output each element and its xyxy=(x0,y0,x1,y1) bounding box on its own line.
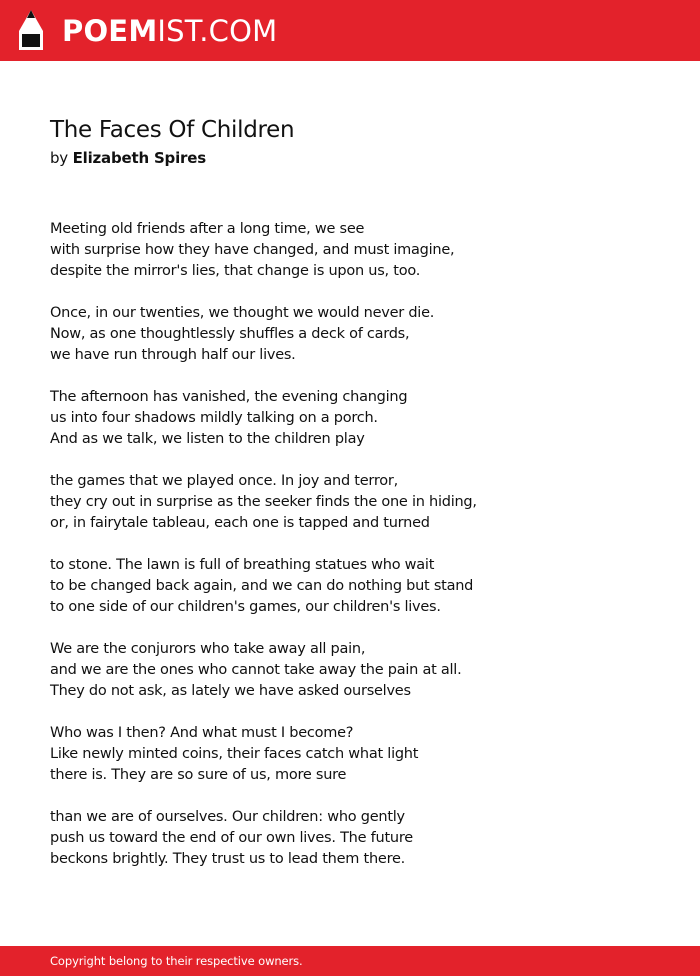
poem-line: than we are of ourselves. Our children: who gently xyxy=(50,809,405,825)
poem-line: beckons brightly. They trust us to lead them there. xyxy=(50,851,405,867)
stanza xyxy=(50,723,650,786)
copyright-text: Copyright belong to their respective owners. xyxy=(50,954,303,968)
pencil-logo-icon[interactable] xyxy=(18,9,44,51)
logo-light-text: IST.COM xyxy=(157,14,278,48)
poem-title: The Faces Of Children xyxy=(50,117,295,143)
poem-line: with surprise how they have changed, and must imagine, xyxy=(50,242,455,258)
stanza xyxy=(50,471,650,534)
poem-line: despite the mirror's lies, that change is upon us, too. xyxy=(50,263,421,279)
poem-line: Like newly minted coins, their faces catch what light xyxy=(50,746,419,762)
poem-line: Once, in our twenties, we thought we would never die. xyxy=(50,305,435,321)
poem-line: there is. They are so sure of us, more sure xyxy=(50,767,347,783)
poem-line: They do not ask, as lately we have asked ourselves xyxy=(50,683,411,699)
site-footer xyxy=(0,946,700,976)
poem-line: to be changed back again, and we can do nothing but stand xyxy=(50,578,474,594)
stanza xyxy=(50,219,650,282)
stanza xyxy=(50,555,650,618)
poem-line: us into four shadows mildly talking on a porch. xyxy=(50,410,378,426)
poem-line: push us toward the end of our own lives. The future xyxy=(50,830,413,846)
poem-line: the games that we played once. In joy and terror, xyxy=(50,473,398,489)
stanza xyxy=(50,303,650,366)
logo-bold-text: POEM xyxy=(62,14,158,48)
poem-line: we have run through half our lives. xyxy=(50,347,296,363)
poem-line: to stone. The lawn is full of breathing statues who wait xyxy=(50,557,435,573)
poem-line: Meeting old friends after a long time, we see xyxy=(50,221,365,237)
poem-line: and we are the ones who cannot take away the pain at all. xyxy=(50,662,462,678)
poem-line: Who was I then? And what must I become? xyxy=(50,725,354,741)
poem-line: We are the conjurors who take away all pain, xyxy=(50,641,366,657)
poem-line: The afternoon has vanished, the evening changing xyxy=(50,389,408,405)
poem-line: or, in fairytale tableau, each one is tapped and turned xyxy=(50,515,430,531)
poem-line: they cry out in surprise as the seeker finds the one in hiding, xyxy=(50,494,477,510)
site-header xyxy=(0,0,700,61)
site-logo[interactable] xyxy=(62,13,277,49)
byline-prefix: by xyxy=(50,149,68,167)
stanza xyxy=(50,807,650,870)
stanza xyxy=(50,639,650,702)
stanza xyxy=(50,387,650,450)
poem-line: And as we talk, we listen to the children play xyxy=(50,431,365,447)
author-name: Elizabeth Spires xyxy=(72,149,206,167)
poem-line: Now, as one thoughtlessly shuffles a deck of cards, xyxy=(50,326,410,342)
poem-line: to one side of our children's games, our children's lives. xyxy=(50,599,441,615)
poem-body xyxy=(50,219,650,891)
byline xyxy=(50,149,206,167)
